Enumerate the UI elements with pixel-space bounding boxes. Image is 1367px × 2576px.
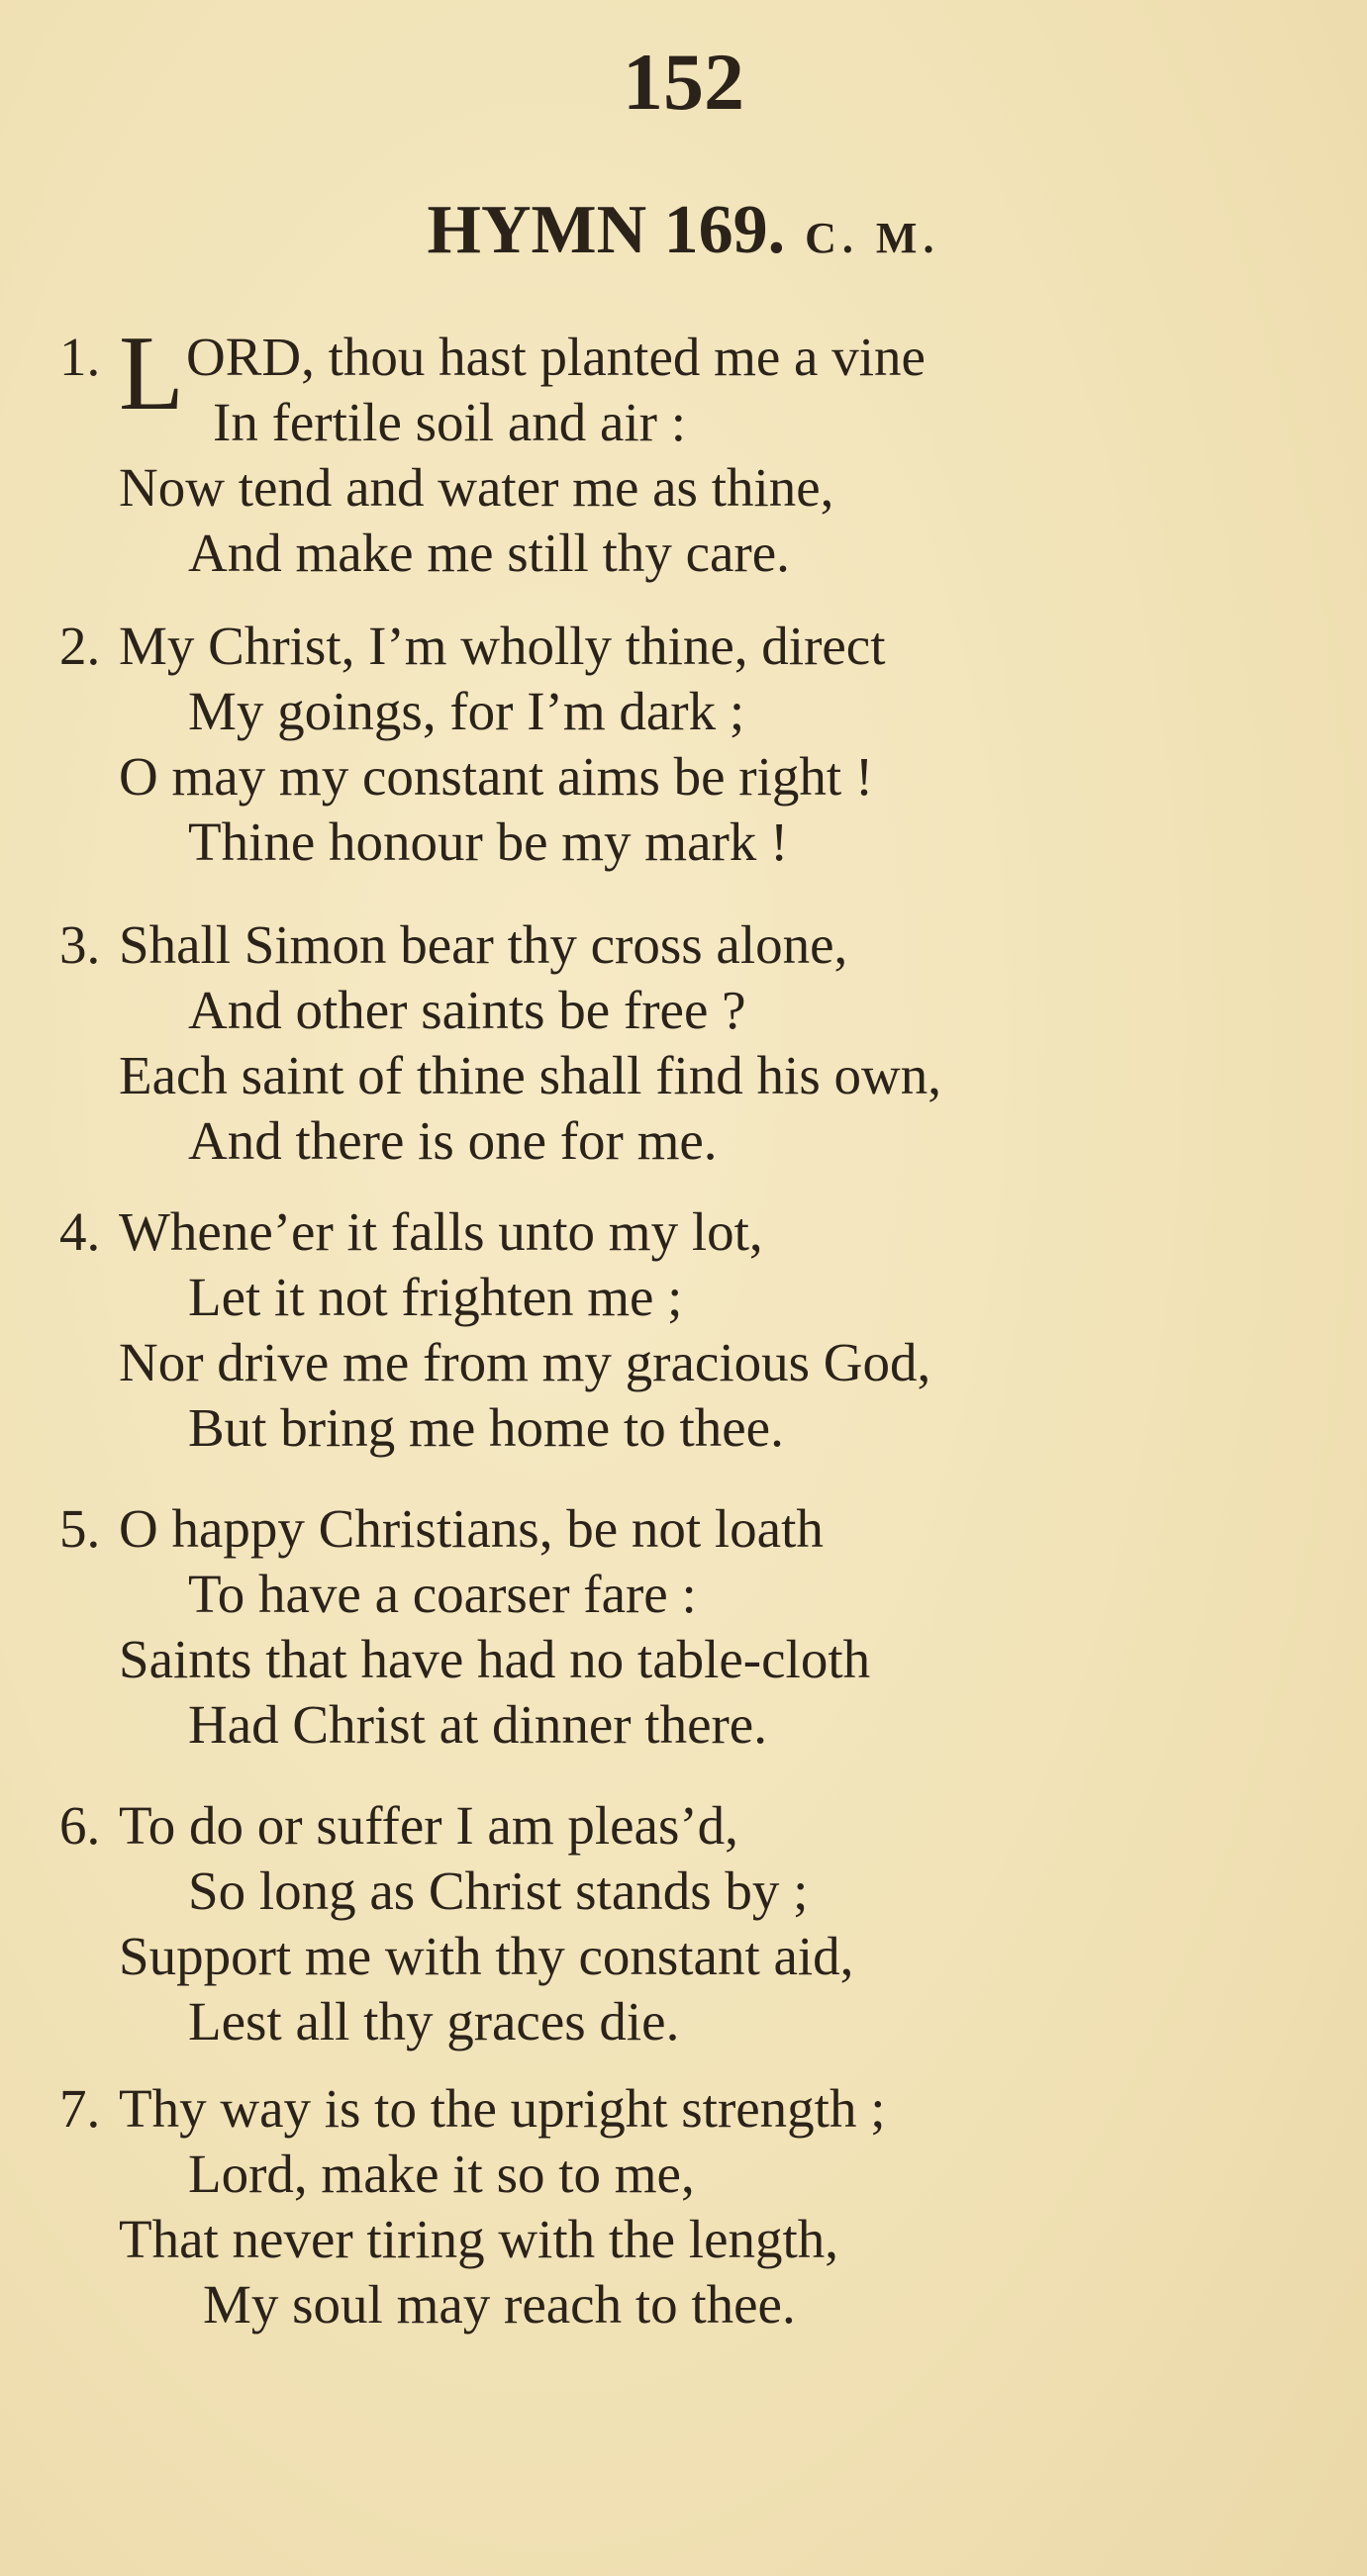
stanza-line: Thine honour be my mark ! [188, 811, 789, 872]
stanza-line [59, 614, 1326, 679]
stanza-6 [59, 1793, 1326, 2054]
stanza-line [59, 1199, 1326, 1265]
stanza-line: And other saints be free ? [188, 980, 746, 1040]
line-text: My Christ, I’m wholly thine, direct [119, 616, 886, 676]
stanza-number: 2. [59, 616, 101, 676]
stanza-line: My goings, for I’m dark ; [188, 681, 745, 741]
stanza-line: In fertile soil and air : [213, 392, 687, 452]
stanza-line: Saints that have had no table-cloth [119, 1629, 871, 1689]
stanza-line: Let it not frighten me ; [188, 1267, 683, 1327]
hymn-title: HYMN 169. [427, 192, 786, 268]
stanza-number: 7. [59, 2078, 101, 2139]
hymn-meter: C. M. [805, 214, 940, 262]
stanza-4 [59, 1199, 1326, 1461]
line-text: Shall Simon bear thy cross alone, [119, 914, 848, 975]
stanza-number: 4. [59, 1201, 101, 1262]
stanza-number: 1. [59, 327, 101, 387]
stanza-line: O may my constant aims be right ! [119, 746, 874, 807]
stanza-line: So long as Christ stands by ; [188, 1860, 809, 1921]
page-number: 152 [623, 37, 744, 127]
stanza-7 [59, 2076, 1326, 2337]
line-text: Whene’er it falls unto my lot, [119, 1201, 763, 1262]
stanza-line: But bring me home to thee. [188, 1397, 784, 1458]
stanza-number: 3. [59, 914, 101, 975]
stanza-line: My soul may reach to thee. [203, 2274, 796, 2335]
hymn-heading [0, 192, 1367, 268]
stanza-line [59, 912, 1326, 978]
stanza-line [59, 1496, 1326, 1562]
line-text: To do or suffer I am pleas’d, [119, 1795, 738, 1856]
stanza-1 [59, 315, 1326, 586]
stanza-line [59, 1793, 1326, 1859]
line-text: O happy Christians, be not loath [119, 1498, 824, 1559]
stanza-line [59, 2076, 1326, 2142]
stanza-line: Lord, make it so to me, [188, 2144, 695, 2204]
stanza-line: To have a coarser fare : [188, 1564, 697, 1624]
stanza-3 [59, 912, 1326, 1174]
stanza-line: Now tend and water me as thine, [119, 457, 834, 518]
stanza-line: And make me still thy care. [188, 523, 790, 583]
line-text: Thy way is to the upright strength ; [119, 2078, 886, 2139]
stanza-line: Support me with thy constant aid, [119, 1926, 854, 1986]
stanza-line: That never tiring with the length, [119, 2209, 839, 2269]
stanza-line: Nor drive me from my gracious God, [119, 1332, 931, 1392]
line-text: ORD, thou hast planted me a vine [185, 327, 926, 387]
stanza-line: Had Christ at dinner there. [188, 1694, 767, 1755]
stanza-5 [59, 1496, 1326, 1758]
stanza-line: 1. LORD, thou hast planted me a vine [59, 315, 926, 432]
stanza-line: Lest all thy graces die. [188, 1991, 680, 2051]
stanza-number: 5. [59, 1498, 101, 1559]
stanza-line: And there is one for me. [188, 1110, 718, 1171]
stanza-line: Each saint of thine shall find his own, [119, 1045, 941, 1105]
stanza-number: 6. [59, 1795, 101, 1856]
stanza-2 [59, 614, 1326, 875]
